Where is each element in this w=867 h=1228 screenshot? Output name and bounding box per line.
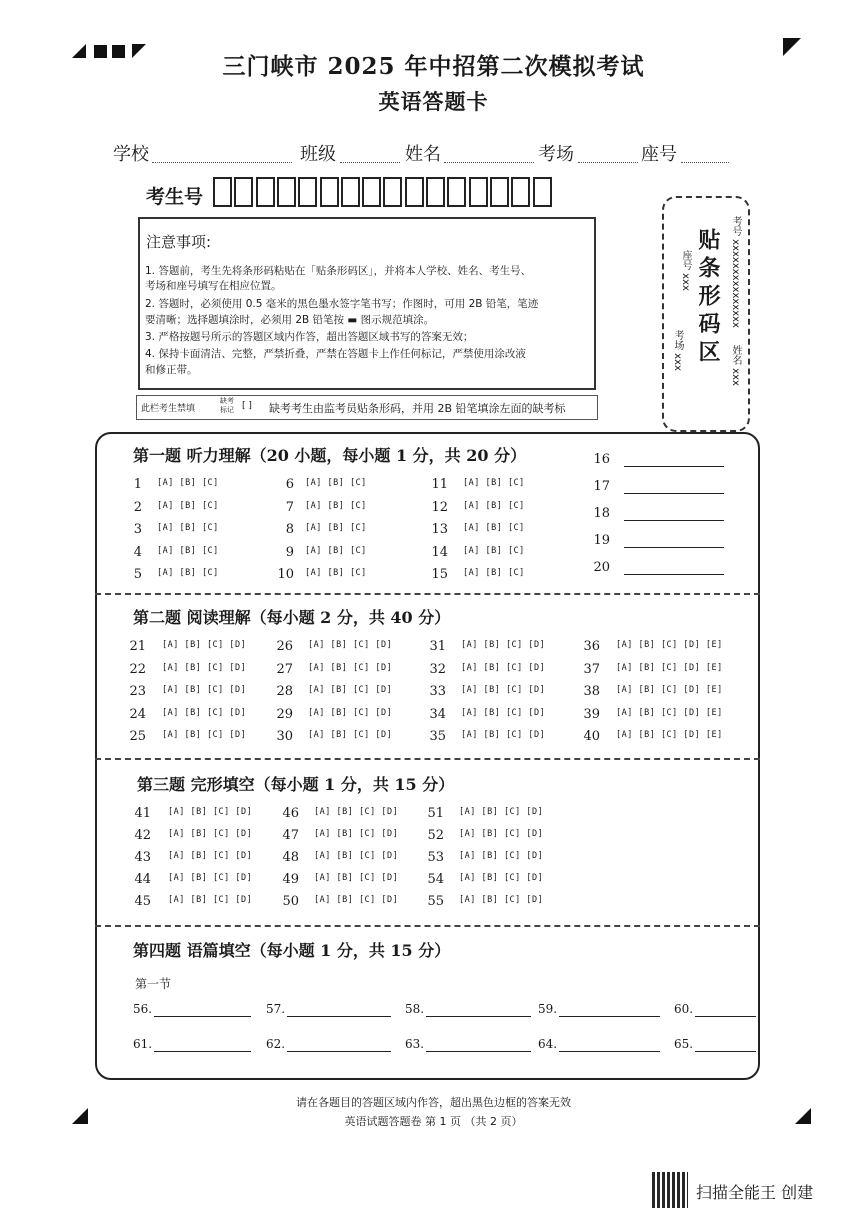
answer-options[interactable]: [A] [B] [C] bbox=[305, 500, 367, 511]
answer-options[interactable]: [A] [B] [C] bbox=[305, 568, 367, 579]
answer-options[interactable]: [A] [B] [C] [D] bbox=[461, 640, 546, 650]
question-number: 56. bbox=[133, 1002, 153, 1016]
answer-options[interactable]: [A] [B] [C] [D] [E] bbox=[616, 730, 723, 741]
answer-options[interactable]: [A] [B] [C] [D] bbox=[314, 873, 399, 883]
answer-options[interactable]: [A] [B] [C] [D] bbox=[459, 895, 544, 905]
exam-number-box[interactable] bbox=[447, 177, 466, 207]
question-number: 23 bbox=[129, 684, 146, 700]
answer-blank[interactable] bbox=[426, 1016, 531, 1017]
field-label-class: 班级 bbox=[300, 144, 336, 165]
notice-item: 要清晰；选择题填涂时，必须用 2B 铅笔按 ▬ 图示规范填涂。 bbox=[145, 314, 435, 326]
question-number: 25 bbox=[129, 729, 146, 745]
answer-blank[interactable] bbox=[695, 1016, 756, 1017]
answer-options[interactable]: [A] [B] [C] bbox=[463, 568, 525, 579]
question-number: 2 bbox=[133, 499, 142, 515]
exam-number-label: 考生号 bbox=[146, 186, 204, 208]
barcode-name: 姓名 xxx bbox=[730, 345, 741, 386]
question-number: 24 bbox=[129, 706, 146, 722]
question-number: 34 bbox=[429, 706, 446, 722]
answer-options[interactable]: [A] [B] [C] [D] bbox=[168, 895, 253, 905]
question-number: 30 bbox=[276, 729, 293, 745]
section2-title: 第二题 阅读理解（每小题 2 分，共 40 分） bbox=[133, 608, 451, 627]
answer-options[interactable]: [A] [B] [C] [D] bbox=[308, 640, 393, 650]
section-divider bbox=[95, 925, 760, 927]
section4-title: 第四题 语篇填空（每小题 1 分，共 15 分） bbox=[133, 941, 451, 960]
answer-options[interactable]: [A] [B] [C] bbox=[305, 523, 367, 534]
answer-options[interactable]: [A] [B] [C] [D] [E] bbox=[616, 685, 723, 696]
answer-options[interactable]: [A] [B] [C] bbox=[157, 568, 219, 579]
question-number: 31 bbox=[429, 639, 446, 654]
field-line-school[interactable] bbox=[152, 162, 292, 163]
question-number: 13 bbox=[431, 522, 448, 538]
question-number: 41 bbox=[134, 806, 151, 821]
exam-number-box[interactable] bbox=[234, 177, 253, 207]
question-number: 54 bbox=[427, 872, 444, 887]
answer-options[interactable]: [A] [B] [C] bbox=[463, 500, 525, 511]
question-number: 48 bbox=[282, 850, 299, 865]
answer-blank[interactable] bbox=[624, 493, 724, 494]
answer-options[interactable]: [A] [B] [C] [D] bbox=[308, 730, 393, 741]
answer-options[interactable]: [A] [B] [C] [D] bbox=[308, 662, 393, 673]
question-number: 11 bbox=[431, 477, 448, 492]
answer-blank[interactable] bbox=[695, 1051, 756, 1052]
exam-number-box[interactable] bbox=[405, 177, 424, 207]
question-number: 59. bbox=[538, 1002, 558, 1016]
exam-number-box[interactable] bbox=[320, 177, 339, 207]
answer-options[interactable]: [A] [B] [C] [D] bbox=[459, 807, 544, 817]
question-number: 36 bbox=[583, 639, 600, 654]
footer-page: 英语试题答题卷 第 1 页 （共 2 页） bbox=[344, 1115, 523, 1128]
exam-number-box[interactable] bbox=[256, 177, 275, 207]
field-label-name: 姓名 bbox=[405, 144, 441, 165]
question-number: 44 bbox=[134, 872, 151, 887]
notice-item: 3. 严格按题号所示的答题区域内作答，超出答题区域书写的答案无效； bbox=[145, 331, 474, 343]
answer-options[interactable]: [A] [B] [C] [D] bbox=[459, 829, 544, 839]
question-number: 47 bbox=[282, 828, 299, 843]
answer-options[interactable]: [A] [B] [C] [D] bbox=[162, 685, 247, 696]
question-number: 49 bbox=[282, 872, 299, 887]
question-number: 17 bbox=[593, 479, 610, 494]
answer-options[interactable]: [A] [B] [C] bbox=[305, 478, 367, 488]
section4-subsection: 第一节 bbox=[135, 977, 172, 991]
answer-blank[interactable] bbox=[287, 1016, 391, 1017]
barcode-room: 考场 xxx bbox=[672, 330, 683, 371]
exam-number-box[interactable] bbox=[341, 177, 360, 207]
field-line-seat[interactable] bbox=[681, 162, 729, 163]
question-number: 27 bbox=[276, 661, 293, 677]
barcode-seat: 座号 xxx bbox=[680, 250, 691, 291]
exam-number-box[interactable] bbox=[362, 177, 381, 207]
exam-number-box[interactable] bbox=[469, 177, 488, 207]
question-number: 35 bbox=[429, 729, 446, 745]
answer-options[interactable]: [A] [B] [C] bbox=[305, 545, 367, 556]
question-number: 62. bbox=[266, 1037, 286, 1051]
question-number: 4 bbox=[133, 544, 142, 560]
question-number: 50 bbox=[282, 894, 299, 909]
field-line-name[interactable] bbox=[444, 162, 534, 163]
exam-number-box[interactable] bbox=[533, 177, 552, 207]
absent-forbidden-label: 此栏考生禁填 bbox=[141, 404, 196, 414]
answer-options[interactable]: [A] [B] [C] [D] bbox=[461, 707, 546, 718]
question-number: 14 bbox=[431, 544, 448, 560]
answer-options[interactable]: [A] [B] [C] [D] bbox=[162, 662, 247, 673]
question-number: 60. bbox=[674, 1002, 694, 1016]
question-number: 61. bbox=[133, 1037, 153, 1051]
answer-options[interactable]: [A] [B] [C] bbox=[463, 478, 525, 488]
field-label-school: 学校 bbox=[113, 144, 149, 165]
question-number: 19 bbox=[593, 533, 610, 548]
question-number: 40 bbox=[583, 729, 600, 745]
question-number: 22 bbox=[129, 661, 146, 677]
field-label-room: 考场 bbox=[538, 144, 574, 165]
answer-blank[interactable] bbox=[154, 1051, 251, 1052]
answer-options[interactable]: [A] [B] [C] [D] bbox=[168, 807, 253, 817]
absent-mark-label: 缺考标记 bbox=[220, 397, 234, 414]
answer-options[interactable]: [A] [B] [C] bbox=[463, 523, 525, 534]
answer-options[interactable]: [A] [B] [C] bbox=[157, 523, 219, 534]
question-number: 20 bbox=[593, 560, 610, 575]
question-number: 7 bbox=[285, 499, 294, 515]
question-number: 5 bbox=[133, 567, 142, 583]
answer-blank[interactable] bbox=[559, 1051, 660, 1052]
exam-number-box[interactable] bbox=[213, 177, 232, 207]
exam-number-box[interactable] bbox=[426, 177, 445, 207]
question-number: 55 bbox=[427, 894, 444, 909]
absent-instruction: 缺考考生由监考员贴条形码，并用 2B 铅笔填涂左面的缺考标 bbox=[269, 402, 566, 415]
question-number: 46 bbox=[282, 806, 299, 821]
answer-options[interactable]: [A] [B] [C] [D] bbox=[162, 707, 247, 718]
answer-options[interactable]: [A] [B] [C] [D] bbox=[168, 873, 253, 883]
question-number: 26 bbox=[276, 639, 293, 654]
exam-number-box[interactable] bbox=[511, 177, 530, 207]
question-number: 10 bbox=[277, 567, 294, 583]
field-line-class[interactable] bbox=[340, 162, 400, 163]
question-number: 63. bbox=[405, 1037, 425, 1051]
question-number: 3 bbox=[133, 522, 142, 538]
exam-number-box[interactable] bbox=[277, 177, 296, 207]
scanner-watermark: 扫描全能王 创建 bbox=[696, 1183, 814, 1202]
section-divider bbox=[95, 758, 760, 760]
question-number: 28 bbox=[276, 684, 293, 700]
answer-options[interactable]: [A] [B] [C] bbox=[157, 500, 219, 511]
question-number: 15 bbox=[431, 567, 448, 583]
answer-options[interactable]: [A] [B] [C] bbox=[157, 478, 219, 488]
answer-options[interactable]: [A] [B] [C] [D] bbox=[314, 851, 399, 861]
notice-title: 注意事项: bbox=[146, 233, 212, 251]
field-label-seat: 座号 bbox=[641, 144, 677, 165]
answer-options[interactable]: [A] [B] [C] [D] bbox=[308, 707, 393, 718]
answer-options[interactable]: [A] [B] [C] [D] bbox=[162, 640, 247, 650]
question-number: 6 bbox=[285, 477, 294, 492]
answer-options[interactable]: [A] [B] [C] [D] [E] bbox=[616, 707, 723, 718]
question-number: 51 bbox=[427, 806, 444, 821]
answer-options[interactable]: [A] [B] [C] [D] [E] bbox=[616, 640, 723, 650]
page-subtitle: 英语答题卡 bbox=[378, 89, 489, 114]
question-number: 33 bbox=[429, 684, 446, 700]
question-number: 38 bbox=[583, 684, 600, 700]
answer-options[interactable]: [A] [B] [C] [D] bbox=[168, 851, 253, 861]
question-number: 39 bbox=[583, 706, 600, 722]
question-number: 21 bbox=[129, 639, 146, 654]
exam-number-box[interactable] bbox=[490, 177, 509, 207]
notice-item: 1. 答题前，考生先将条形码粘贴在「贴条形码区」，并将本人学校、姓名、考生号、 bbox=[145, 265, 532, 277]
answer-blank[interactable] bbox=[559, 1016, 660, 1017]
exam-number-box[interactable] bbox=[383, 177, 402, 207]
question-number: 52 bbox=[427, 828, 444, 843]
barcode-area-title: 贴条形码区 bbox=[695, 228, 721, 368]
answer-options[interactable]: [A] [B] [C] [D] bbox=[314, 807, 399, 817]
section-divider bbox=[95, 593, 760, 595]
question-number: 1 bbox=[133, 477, 142, 492]
question-number: 43 bbox=[134, 850, 151, 865]
qr-code-icon bbox=[652, 1172, 688, 1208]
answer-blank[interactable] bbox=[624, 520, 724, 521]
answer-options[interactable]: [A] [B] [C] [D] bbox=[461, 662, 546, 673]
section1-title: 第一题 听力理解（20 小题，每小题 1 分，共 20 分） bbox=[133, 446, 527, 465]
answer-blank[interactable] bbox=[154, 1016, 251, 1017]
question-number: 32 bbox=[429, 661, 446, 677]
answer-options[interactable]: [A] [B] [C] [D] bbox=[314, 895, 399, 905]
notice-item: 4. 保持卡面清洁、完整，严禁折叠，严禁在答题卡上作任何标记，严禁使用涂改液 bbox=[145, 348, 526, 360]
answer-options[interactable]: [A] [B] [C] [D] bbox=[459, 873, 544, 883]
question-number: 57. bbox=[266, 1002, 286, 1016]
question-number: 29 bbox=[276, 706, 293, 722]
question-number: 12 bbox=[431, 499, 448, 515]
page-title: 三门峡市 2025 年中招第二次模拟考试 bbox=[222, 53, 645, 80]
notice-item: 2. 答题时，必须使用 0.5 毫米的黑色墨水签字笔书写；作图时，可用 2B 铅笔，笔迹 bbox=[145, 298, 539, 310]
exam-number-box[interactable] bbox=[298, 177, 317, 207]
notice-item: 和修正带。 bbox=[145, 364, 198, 376]
answer-options[interactable]: [A] [B] [C] [D] bbox=[308, 685, 393, 696]
question-number: 65. bbox=[674, 1037, 694, 1051]
barcode-exam-no: 考号 xxxxxxxxxxxxxxx bbox=[730, 216, 741, 328]
question-number: 53 bbox=[427, 850, 444, 865]
question-number: 37 bbox=[583, 661, 600, 677]
question-number: 8 bbox=[285, 522, 294, 538]
answer-options[interactable]: [A] [B] [C] [D] [E] bbox=[616, 662, 723, 673]
answer-blank[interactable] bbox=[426, 1051, 531, 1052]
answer-options[interactable]: [A] [B] [C] [D] bbox=[162, 730, 247, 741]
question-number: 9 bbox=[285, 544, 294, 560]
answer-options[interactable]: [A] [B] [C] [D] bbox=[459, 851, 544, 861]
answer-options[interactable]: [A] [B] [C] [D] bbox=[461, 730, 546, 741]
absent-mark-box[interactable]: [ ] bbox=[242, 401, 252, 411]
question-number: 64. bbox=[538, 1037, 558, 1051]
notice-item: 考场和座号填写在相应位置。 bbox=[145, 280, 282, 292]
question-number: 18 bbox=[593, 506, 610, 521]
answer-options[interactable]: [A] [B] [C] bbox=[157, 545, 219, 556]
answer-blank[interactable] bbox=[287, 1051, 391, 1052]
answer-options[interactable]: [A] [B] [C] bbox=[463, 545, 525, 556]
section3-title: 第三题 完形填空（每小题 1 分，共 15 分） bbox=[137, 775, 455, 794]
answer-blank[interactable] bbox=[624, 574, 724, 575]
answer-options[interactable]: [A] [B] [C] [D] bbox=[314, 829, 399, 839]
question-number: 42 bbox=[134, 828, 151, 843]
answer-options[interactable]: [A] [B] [C] [D] bbox=[461, 685, 546, 696]
question-number: 58. bbox=[405, 1002, 425, 1016]
field-line-room[interactable] bbox=[578, 162, 638, 163]
question-number: 16 bbox=[593, 452, 610, 467]
answer-blank[interactable] bbox=[624, 466, 724, 467]
answer-blank[interactable] bbox=[624, 547, 724, 548]
footer-warning: 请在各题目的答题区域内作答，超出黑色边框的答案无效 bbox=[296, 1096, 571, 1109]
question-number: 45 bbox=[134, 894, 151, 909]
answer-options[interactable]: [A] [B] [C] [D] bbox=[168, 829, 253, 839]
